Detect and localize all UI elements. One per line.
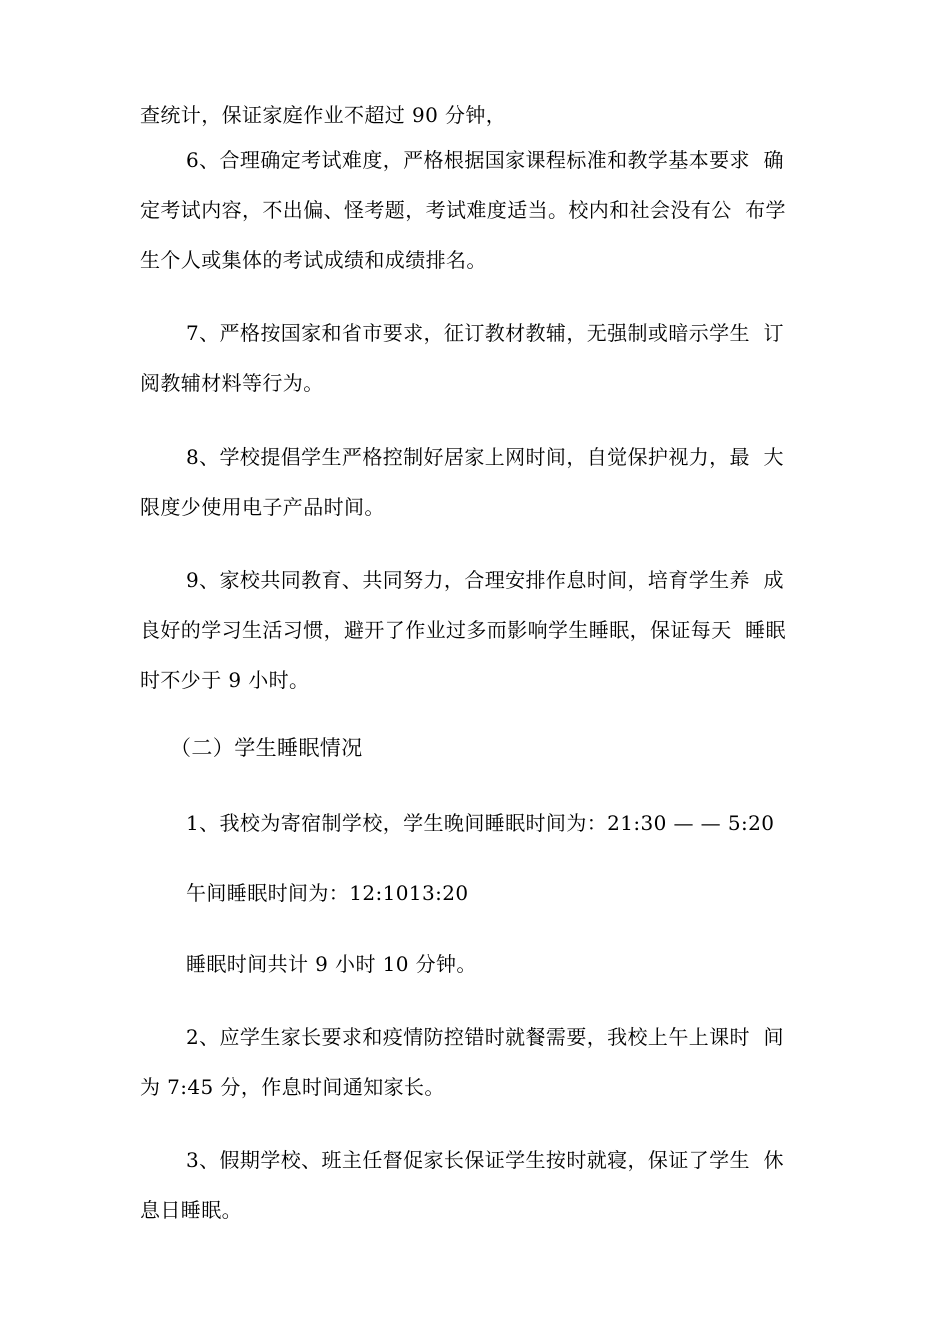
list-item-6-line-3: 生个人或集体的考试成绩和成绩排名。 [140,248,487,272]
list-item-8-line-2: 限度少使用电子产品时间。 [140,495,385,519]
sleep-item-3-line-2: 息日睡眠。 [140,1198,242,1222]
sleep-item-1-line-3: 睡眠时间共计 9 小时 10 分钟。 [186,952,477,976]
list-item-7-line-2: 阅教辅材料等行为。 [140,371,324,395]
sleep-item-2-line-1: 2、应学生家长要求和疫情防控错时就餐需要，我校上午上课时 间 [186,1025,784,1049]
list-item-6-line-2: 定考试内容，不出偏、怪考题，考试难度适当。校内和社会没有公 布学 [140,198,786,222]
list-item-6-line-1: 6、合理确定考试难度，严格根据国家课程标准和教学基本要求 确 [186,148,784,172]
list-item-9-line-1: 9、家校共同教育、共同努力，合理安排作息时间，培育学生养 成 [186,568,784,592]
list-item-9-line-3: 时不少于 9 小时。 [140,668,310,692]
sleep-item-2-line-2: 为 7:45 分，作息时间通知家长。 [140,1075,445,1099]
list-item-9-line-2: 良好的学习生活习惯，避开了作业过多而影响学生睡眠，保证每天 睡眠 [140,618,786,642]
sleep-item-1-line-2: 午间睡眠时间为：12:1013:20 [186,881,469,905]
sleep-item-1-line-1: 1、我校为寄宿制学校，学生晚间睡眠时间为：21:30 — — 5:20 [186,811,775,835]
text-line: 查统计，保证家庭作业不超过 90 分钟， [140,103,507,127]
list-item-8-line-1: 8、学校提倡学生严格控制好居家上网时间，自觉保护视力，最 大 [186,445,784,469]
section-heading: （二）学生睡眠情况 [170,736,363,760]
list-item-7-line-1: 7、严格按国家和省市要求，征订教材教辅，无强制或暗示学生 订 [186,321,784,345]
sleep-item-3-line-1: 3、假期学校、班主任督促家长保证学生按时就寝，保证了学生 休 [186,1148,784,1172]
